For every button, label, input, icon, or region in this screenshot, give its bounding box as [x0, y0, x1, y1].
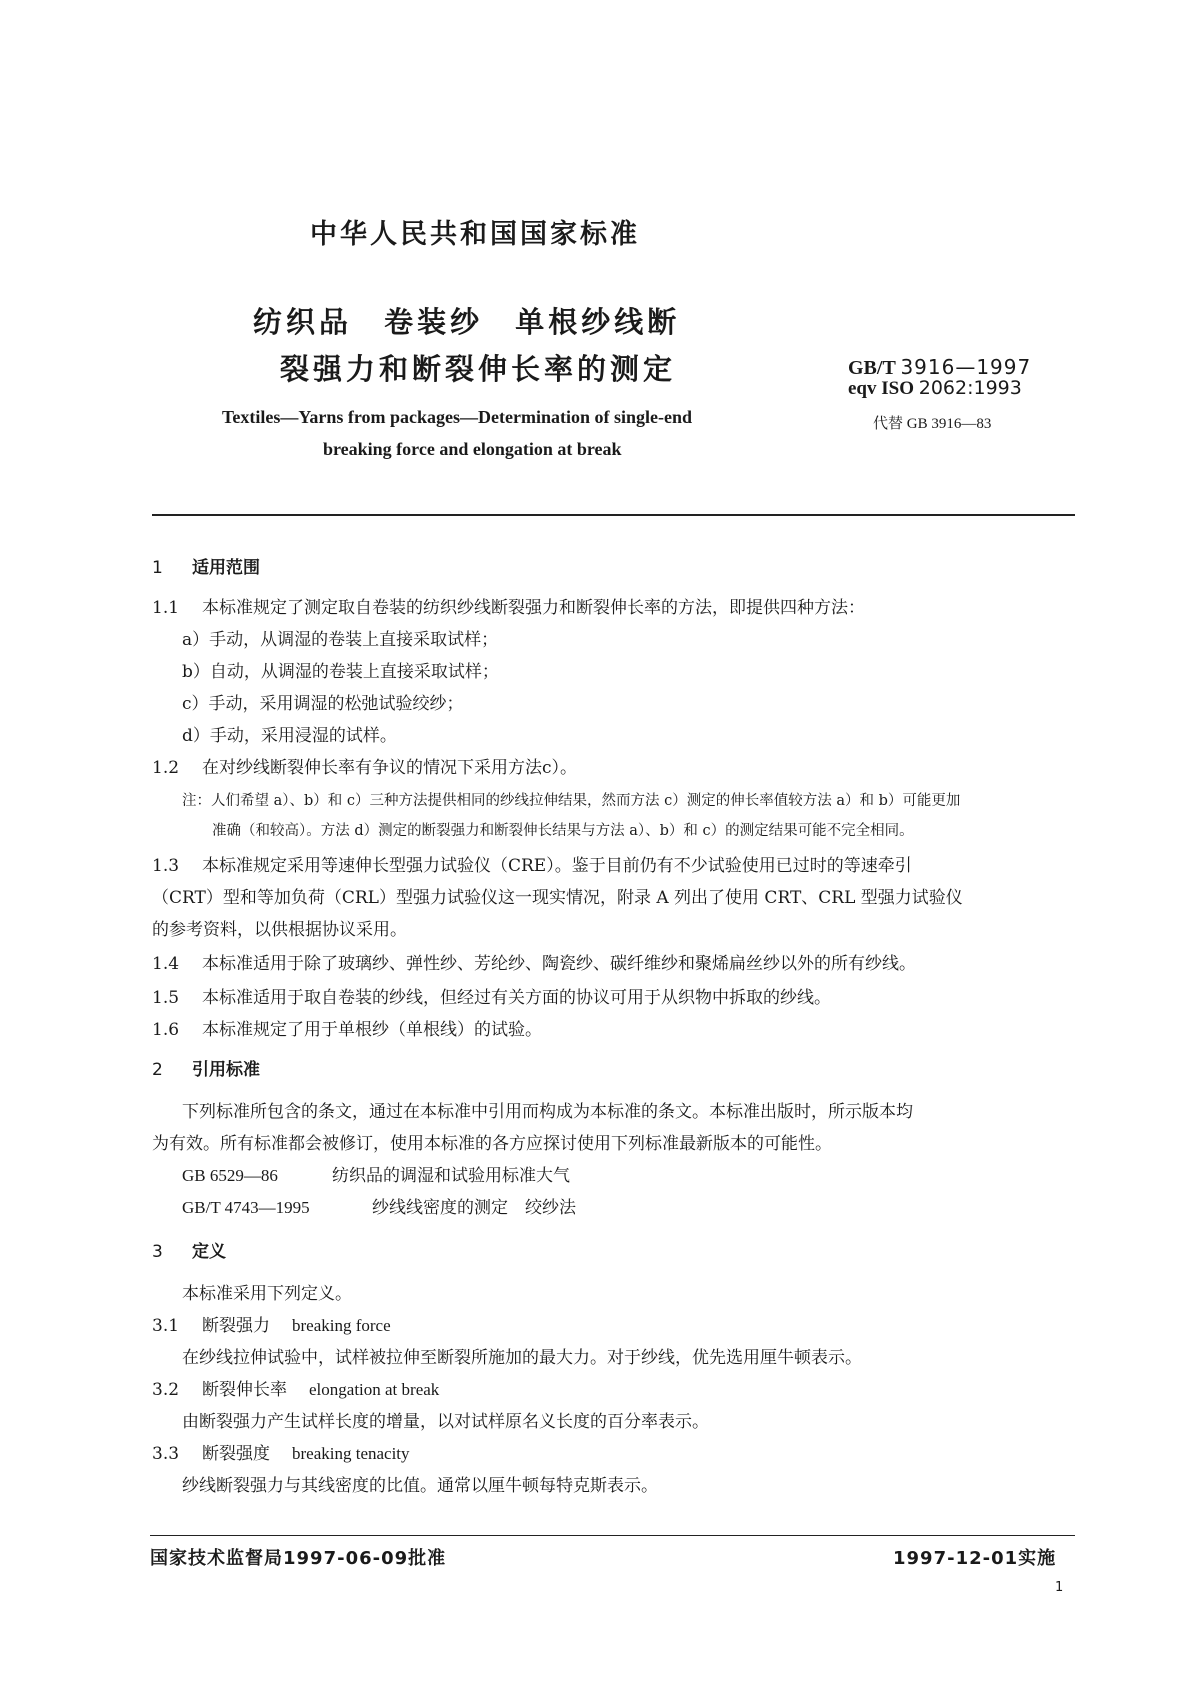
section-2-heading	[152, 1055, 260, 1080]
title-en-line2: breaking force and elongation at break	[323, 439, 622, 459]
clause-number: 3.3	[152, 1444, 180, 1464]
eqv-number: 2062:1993	[918, 377, 1022, 399]
clause-1-4	[152, 949, 916, 974]
section-number: 1	[152, 558, 163, 578]
implementation-date: 1997-12-01实施	[893, 1548, 1057, 1569]
definition-3-3	[152, 1439, 410, 1464]
section-number: 2	[152, 1060, 163, 1080]
clause-number: 3.1	[152, 1316, 180, 1336]
section-number: 3	[152, 1242, 163, 1262]
references-para-line1: 下列标准所包含的条文，通过在本标准中引用而构成为本标准的条文。本标准出版时，所示版本均	[182, 1102, 913, 1122]
header-divider	[152, 514, 1075, 516]
clause-text: 本标准规定了用于单根纱（单根线）的试验。	[202, 1020, 542, 1040]
section-3-heading	[152, 1237, 226, 1262]
term-cn: 断裂强力	[202, 1316, 270, 1336]
title-en-line1: Textiles—Yarns from packages—Determination of single-end	[222, 407, 692, 427]
reference-1	[182, 1161, 570, 1186]
definition-3-3-text: 纱线断裂强力与其线密度的比值。通常以厘牛顿每特克斯表示。	[182, 1476, 658, 1496]
definition-3-1-text: 在纱线拉伸试验中，试样被拉伸至断裂所施加的最大力。对于纱线，优先选用厘牛顿表示。	[182, 1348, 862, 1368]
definition-3-1	[152, 1311, 391, 1336]
definitions-intro: 本标准采用下列定义。	[182, 1284, 352, 1304]
clause-text: 本标准适用于除了玻璃纱、弹性纱、芳纶纱、陶瓷纱、碳纤维纱和聚烯扁丝纱以外的所有纱线。	[202, 954, 916, 974]
term-en: elongation at break	[309, 1380, 440, 1399]
reference-2	[182, 1193, 576, 1218]
clause-text: 本标准适用于取自卷装的纱线，但经过有关方面的协议可用于从织物中拆取的纱线。	[202, 988, 831, 1008]
national-standard-label: 中华人民共和国国家标准	[310, 219, 640, 250]
clause-text: 本标准规定采用等速伸长型强力试验仪（CRE）。鉴于目前仍有不少试验使用已过时的等速牵引	[202, 856, 912, 876]
section-title: 引用标准	[192, 1060, 260, 1080]
clause-number: 1.3	[152, 856, 180, 876]
method-a: a）手动，从调湿的卷装上直接采取试样；	[182, 630, 499, 650]
note-line2: 准确（和较高）。方法 d）测定的断裂强力和断裂伸长结果与方法 a）、b）和 c）的测定结果可能不完全相同。	[212, 823, 914, 839]
replaces-standard: 代替 GB 3916—83	[873, 416, 992, 432]
reference-code: GB/T 4743—1995	[182, 1198, 310, 1217]
clause-1-2	[152, 753, 577, 778]
title-cn-line2: 裂强力和断裂伸长率的测定	[280, 352, 677, 386]
standard-code-prefix: GB/T	[848, 357, 896, 379]
clause-text: 本标准规定了测定取自卷装的纺织纱线断裂强力和断裂伸长率的方法，即提供四种方法：	[202, 598, 865, 618]
clause-number: 1.4	[152, 954, 180, 974]
clause-1-6	[152, 1015, 542, 1040]
reference-code: GB 6529—86	[182, 1166, 278, 1185]
clause-number: 1.5	[152, 988, 180, 1008]
references-para-line2: 为有效。所有标准都会被修订，使用本标准的各方应探讨使用下列标准最新版本的可能性。	[152, 1134, 832, 1154]
term-cn: 断裂强度	[202, 1444, 270, 1464]
clause-1-3-line2: （CRT）型和等加负荷（CRL）型强力试验仪这一现实情况，附录 A 列出了使用 CRT、CRL 型强力试验仪	[152, 888, 963, 908]
title-cn-line1: 纺织品 卷装纱 单根纱线断	[253, 305, 681, 339]
clause-number: 1.1	[152, 598, 180, 618]
section-title: 适用范围	[192, 558, 260, 578]
method-d: d）手动，采用浸湿的试样。	[182, 726, 397, 746]
approval-date: 国家技术监督局1997-06-09批准	[150, 1548, 447, 1569]
reference-title: 纺织品的调湿和试验用标准大气	[332, 1166, 570, 1186]
clause-1-3-line3: 的参考资料，以供根据协议采用。	[152, 920, 407, 940]
method-b: b）自动，从调湿的卷装上直接采取试样；	[182, 662, 499, 682]
term-cn: 断裂伸长率	[202, 1380, 287, 1400]
method-c: c）手动，采用调湿的松弛试验绞纱；	[182, 694, 464, 714]
section-title: 定义	[192, 1242, 226, 1262]
term-en: breaking tenacity	[292, 1444, 410, 1463]
footer-divider	[150, 1535, 1075, 1536]
clause-text: 在对纱线断裂伸长率有争议的情况下采用方法c）。	[202, 758, 578, 778]
clause-1-5	[152, 983, 831, 1008]
definition-3-2-text: 由断裂强力产生试样长度的增量，以对试样原名义长度的百分率表示。	[182, 1412, 709, 1432]
clause-1-3	[152, 851, 912, 876]
section-1-heading	[152, 553, 260, 578]
eqv-prefix: eqv ISO	[848, 378, 914, 399]
clause-1-1	[152, 593, 865, 618]
note-line1: 注：人们希望 a）、b）和 c）三种方法提供相同的纱线拉伸结果，然而方法 c）测定的伸长率值较方法 a）和 b）可能更加	[182, 793, 961, 809]
equivalent-standard	[848, 377, 1022, 400]
reference-title: 纱线线密度的测定 绞纱法	[372, 1198, 576, 1218]
clause-number: 1.6	[152, 1020, 180, 1040]
page-number: 1	[1055, 1580, 1064, 1595]
standard-code-number: 3916—1997	[900, 355, 1032, 379]
definition-3-2	[152, 1375, 439, 1400]
term-en: breaking force	[292, 1316, 391, 1335]
clause-number: 3.2	[152, 1380, 180, 1400]
clause-number: 1.2	[152, 758, 180, 778]
